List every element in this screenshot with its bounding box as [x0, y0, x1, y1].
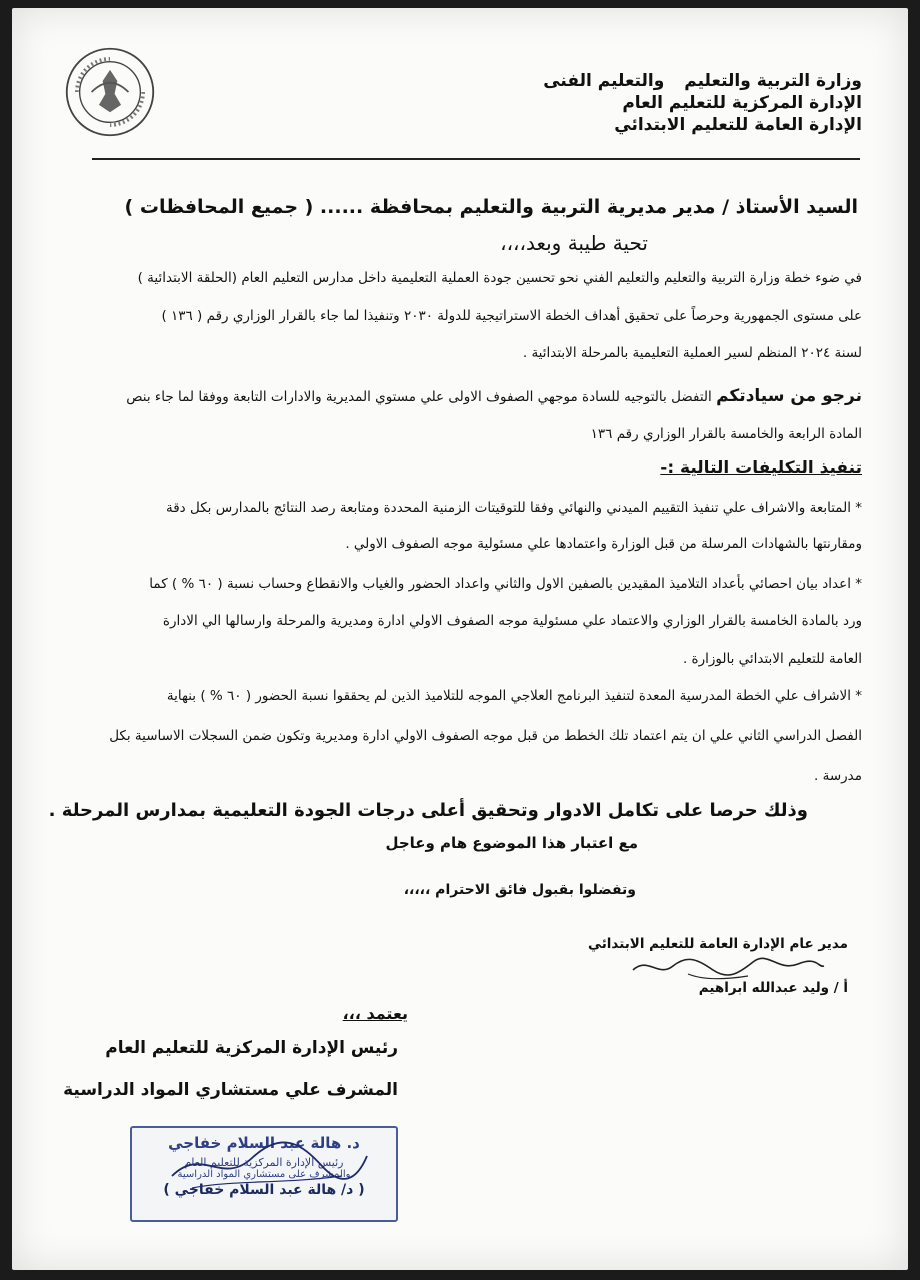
stamp-line-4: ( د/ هالة عبد السلام خفاجي )	[163, 1182, 365, 1198]
intro-line-3: لسنة ٢٠٢٤ المنظم لسير العملية التعليمية بالمرحلة الابتدائية .	[522, 345, 862, 361]
stamp-signature	[162, 1136, 372, 1196]
general-administration: الإدارة العامة للتعليم الابتدائي	[614, 115, 862, 135]
stamp-line-1: د. هالة عبد السلام خفاجي	[168, 1134, 360, 1152]
request-lead: نرجو من سيادتكم	[716, 386, 862, 406]
approval-line-1: رئيس الإدارة المركزية للتعليم العام	[105, 1038, 398, 1058]
item-2-line-2: ورد بالمادة الخامسة بالقرار الوزاري والاعتماد علي مسئولية موجه الصفوف الاولي ادارة ومديرية والمرحلة وارسالها الي الادارة	[162, 613, 862, 629]
ministry-line-1	[442, 70, 862, 92]
item-2-line-1: * اعداد بيان احصائي بأعداد التلاميذ المقيدين بالصفين الاول والثاني واعداد الحضور والغياب والانقطاع وحساب نسبة ( ٦٠ % ) كما	[149, 576, 862, 592]
item-1-line-1: * المتابعة والاشراف علي تنفيذ التقييم الميدني والنهائي وفقا للتوقيتات الزمنية المحددة ومتابعة رصد النتائج بالمدارس بكل دقة	[165, 500, 862, 516]
ministry-name: وزارة التربية والتعليم	[684, 71, 862, 91]
signatory-title: مدير عام الإدارة العامة للتعليم الابتدائي	[588, 936, 848, 952]
header-divider	[92, 158, 860, 160]
closing-line-1: وذلك حرصا على تكامل الادوار وتحقيق أعلى درجات الجودة التعليمية بمدارس المرحلة .	[48, 800, 808, 821]
intro-line-2: على مستوى الجمهورية وحرصاً على تحقيق أهداف الخطة الاستراتيجية للدولة ٢٠٣٠ وتنفيذا لما جاء بالقرار الوزاري رقم ( ١٣٦ )	[161, 308, 862, 324]
ministry-seal-icon	[64, 46, 156, 138]
approval-label: يعتمد ،،،	[342, 1004, 408, 1023]
item-3-line-1: * الاشراف علي الخطة المدرسية المعدة لتنفيذ البرنامج العلاجي الموجه للتلاميذ الذين لم يحققوا نسبة الحضور ( ٦٠ % ) بنهاية	[166, 688, 862, 704]
greeting: تحية طيبة وبعد،،،،	[500, 231, 648, 255]
item-3-line-3: مدرسة .	[814, 768, 862, 784]
request-line-2: المادة الرابعة والخامسة بالقرار الوزاري رقم ١٣٦	[590, 426, 862, 442]
letter-page	[12, 8, 908, 1270]
addressee: السيد الأستاذ / مدير مديرية التربية والتعليم بمحافظة ...... ( جميع المحافظات )	[124, 196, 858, 218]
stamp-line-3: والمشرف على مستشاري المواد الدراسية	[177, 1169, 351, 1180]
item-2-line-3: العامة للتعليم الابتدائي بالوزارة .	[682, 651, 862, 667]
item-1-line-2: ومقارنتها بالشهادات المرسلة من قبل الوزارة واعتمادها علي مسئولية موجه الصفوف الاولي .	[345, 536, 862, 552]
signatory-name: أ / وليد عبدالله ابراهيم	[698, 980, 848, 996]
closing-line-3: وتفضلوا بقبول فائق الاحترام ،،،،،	[403, 882, 636, 898]
technical-education: والتعليم الفنى	[543, 71, 665, 91]
request-line-1	[42, 386, 862, 406]
central-administration: الإدارة المركزية للتعليم العام	[622, 93, 862, 113]
item-3-line-2: الفصل الدراسي الثاني علي ان يتم اعتماد تلك الخطط من قبل موجه الصفوف الاولي ادارة ومديرية وتكون ضمن السجلات الاساسية بكل	[109, 728, 862, 744]
request-text: التفضل بالتوجيه للسادة موجهي الصفوف الاولى علي مستوي المديرية والادارات التابعة ووفقا لما جاء بنص	[126, 389, 712, 405]
approval-line-2: المشرف علي مستشاري المواد الدراسية	[63, 1080, 398, 1100]
closing-line-2: مع اعتبار هذا الموضوع هام وعاجل	[385, 834, 638, 852]
stamp-line-2: رئيس الإدارة المركزية للتعليم العام	[184, 1156, 344, 1169]
ministry-header	[442, 70, 862, 136]
signatory-block	[528, 936, 848, 996]
assignments-heading: تنفيذ التكليفات التالية :-	[660, 458, 862, 478]
handwritten-signature	[628, 952, 828, 982]
intro-line-1: في ضوء خطة وزارة التربية والتعليم والتعليم الفني نحو تحسين جودة العملية التعليمية داخل مدارس التعليم العام (الحلقة الابتدائية )	[137, 270, 862, 286]
